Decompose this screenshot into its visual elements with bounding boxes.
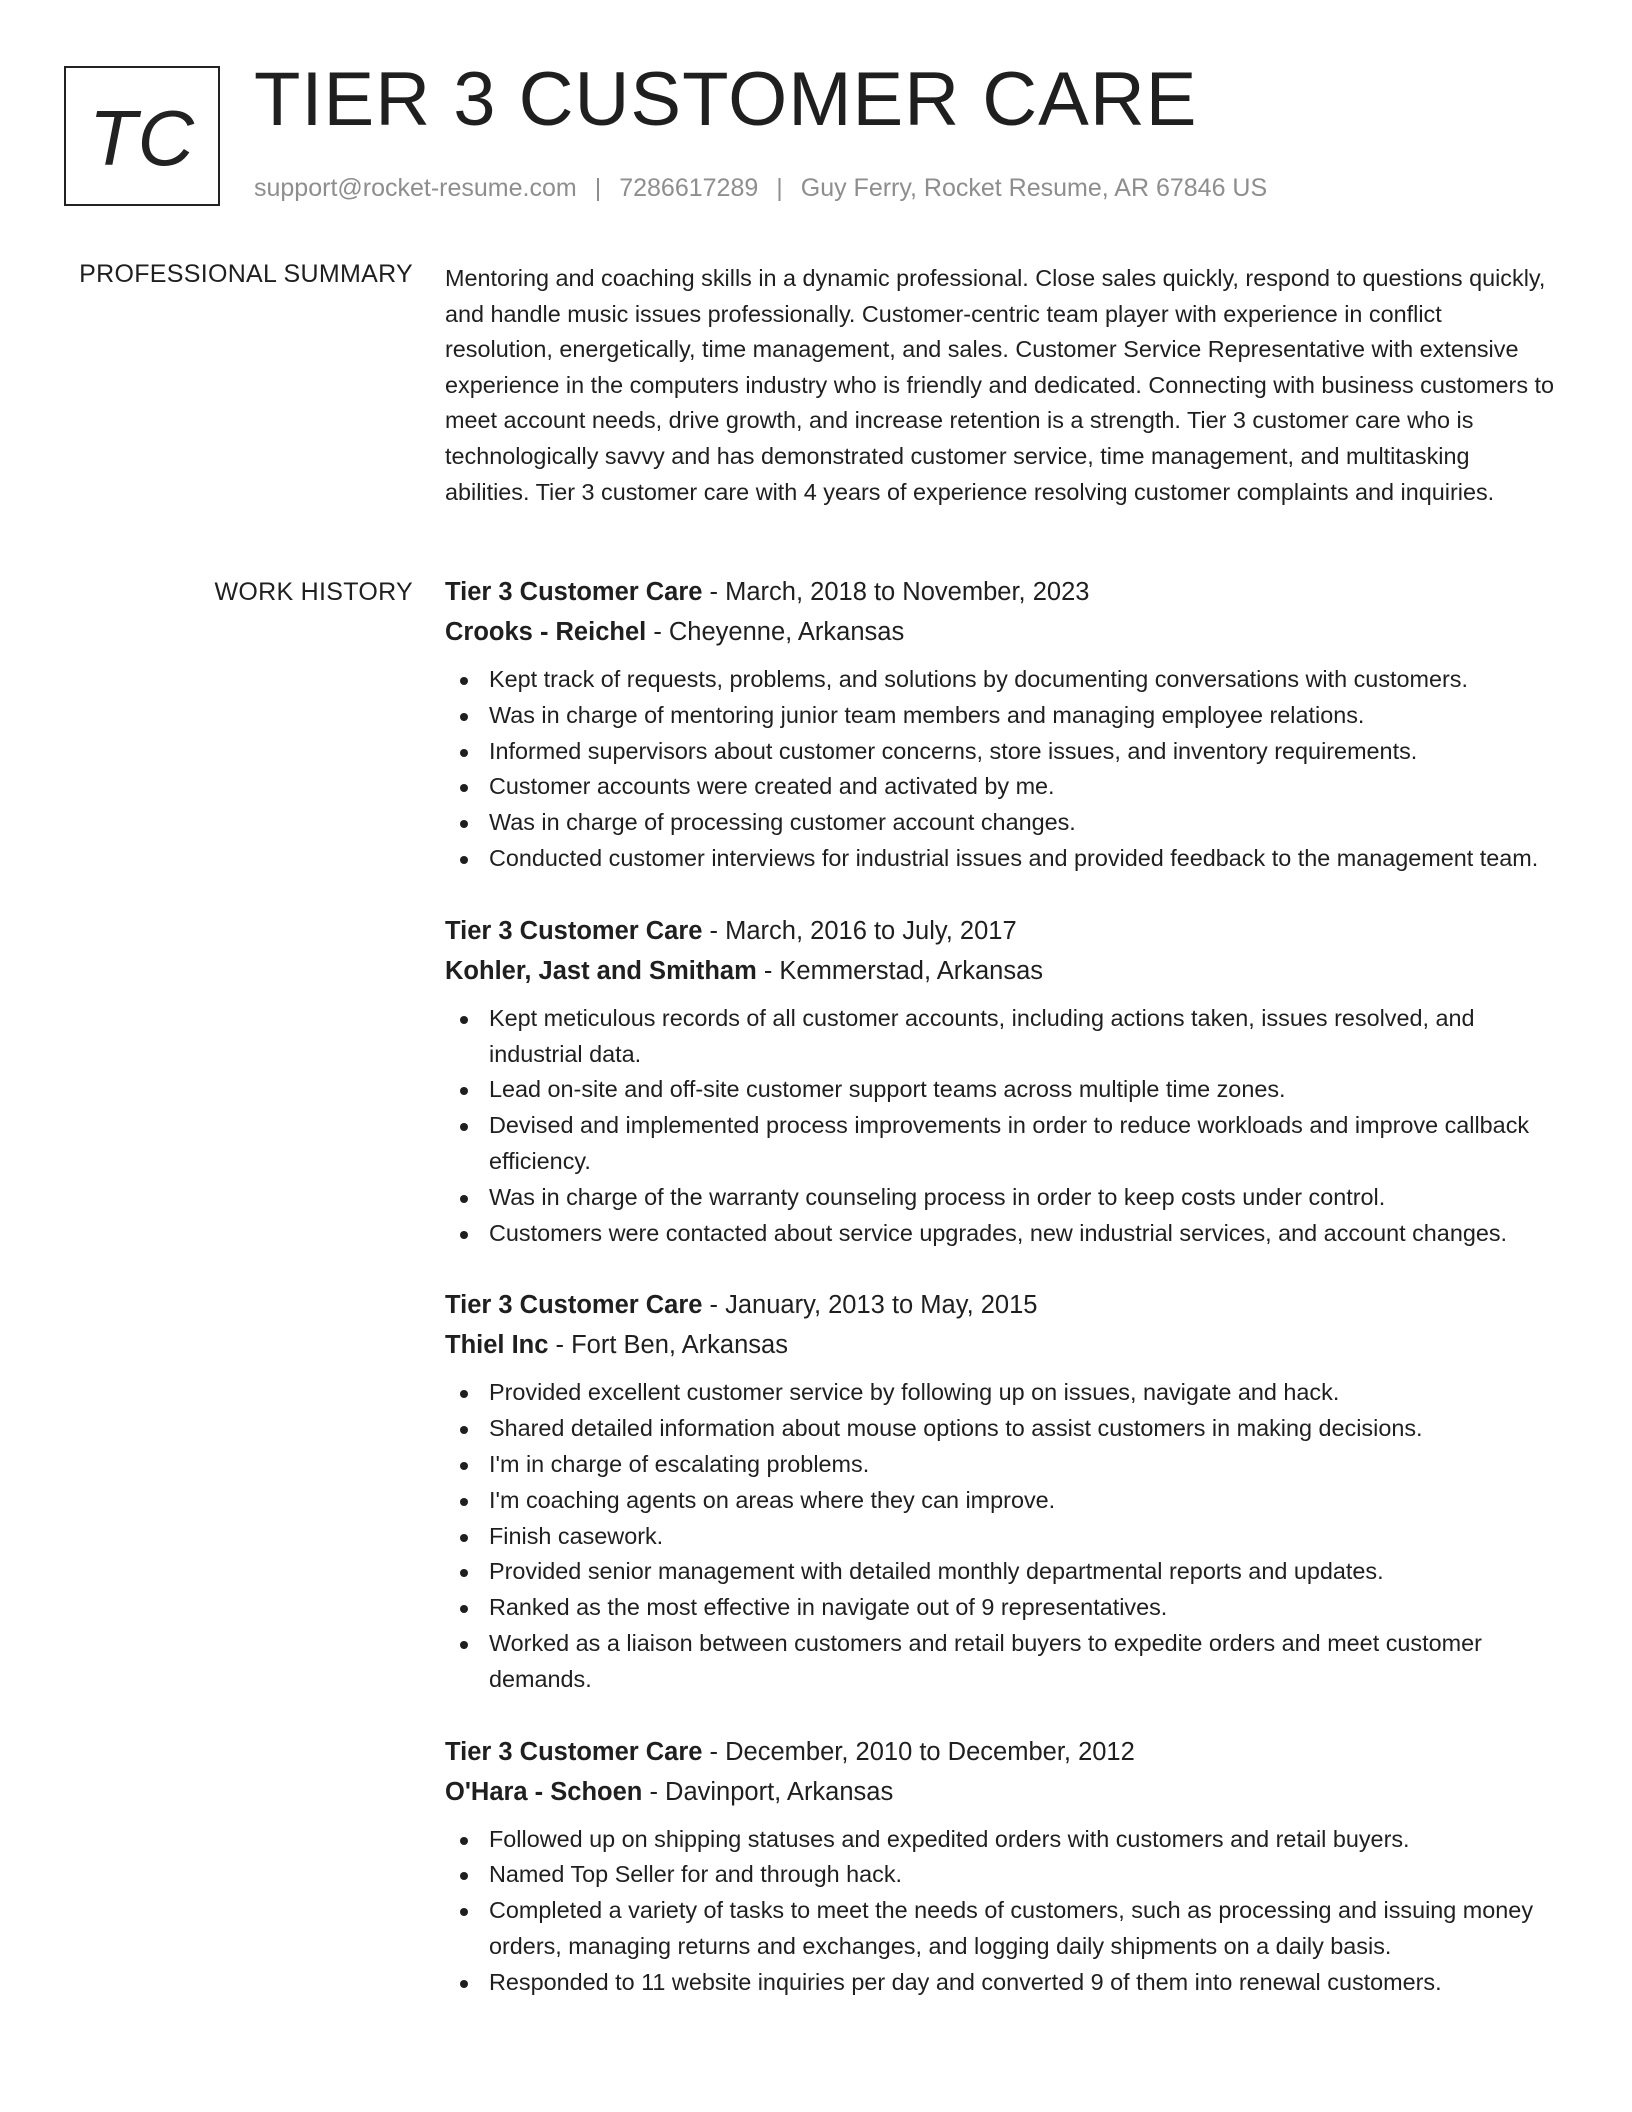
job-bullet: Was in charge of mentoring junior team members and managing employee relations.: [445, 698, 1555, 734]
job-location: - Cheyenne, Arkansas: [646, 618, 905, 646]
work-history-heading: WORK HISTORY: [214, 578, 413, 606]
contact-separator: |: [594, 174, 602, 202]
contact-email: support@rocket-resume.com: [254, 174, 577, 202]
job-dates: - January, 2013 to May, 2015: [702, 1291, 1038, 1320]
job-entry: [445, 1285, 1555, 1697]
job-bullet: Followed up on shipping statuses and expedited orders with customers and retail buyers.: [445, 1822, 1555, 1858]
summary-text: Mentoring and coaching skills in a dynamic professional. Close sales quickly, respond to questions quickly, and handle music issues professionally. Customer-centric team player with experience in conflict resolution, energetically, time management, and sales. Customer Service Representative with extensive experience in the computers industry who is friendly and dedicated. Connecting with business customers to meet account needs, drive growth, and increase retention is a strength. Tier 3 customer care who is technologically savvy and has demonstrated customer service, time management, and multitasking abilities. Tier 3 customer care with 4 years of experience resolving customer complaints and inquiries.: [445, 265, 1555, 505]
job-bullet: Was in charge of processing customer account changes.: [445, 805, 1555, 841]
job-bullet: Informed supervisors about customer concerns, store issues, and inventory requirements.: [445, 734, 1555, 770]
resume-title: TIER 3 CUSTOMER CARE: [254, 57, 1198, 142]
job-title-line: [445, 1285, 1555, 1325]
job-company-line: [445, 951, 1555, 991]
job-bullet: Customers were contacted about service upgrades, new industrial services, and account changes.: [445, 1216, 1555, 1252]
job-bullet: Conducted customer interviews for industrial issues and provided feedback to the management team.: [445, 841, 1555, 877]
initials-monogram: [64, 66, 220, 206]
job-entry: [445, 572, 1555, 877]
job-bullet: Completed a variety of tasks to meet the needs of customers, such as processing and issuing money orders, managing returns and exchanges, and logging daily shipments on a daily basis.: [445, 1893, 1555, 1965]
job-bullet: Was in charge of the warranty counseling process in order to keep costs under control.: [445, 1180, 1555, 1216]
initials-text: TC: [89, 93, 195, 182]
job-bullet: Provided excellent customer service by following up on issues, navigate and hack.: [445, 1375, 1555, 1411]
job-title: Tier 3 Customer Care: [445, 578, 703, 606]
job-title: Tier 3 Customer Care: [445, 916, 703, 945]
job-title-line: [445, 572, 1555, 612]
job-location: - Davinport, Arkansas: [642, 1777, 894, 1806]
job-bullet: Worked as a liaison between customers and retail buyers to expedite orders and meet customer demands.: [445, 1626, 1555, 1698]
job-company: Thiel Inc: [445, 1331, 549, 1360]
job-bullets: [445, 1822, 1555, 2001]
job-bullets: [445, 1375, 1555, 1697]
job-bullets: [445, 662, 1555, 877]
job-location: - Kemmerstad, Arkansas: [756, 956, 1044, 985]
job-bullet: Customer accounts were created and activated by me.: [445, 769, 1555, 805]
job-bullet: I'm in charge of escalating problems.: [445, 1447, 1555, 1483]
job-bullet: Finish casework.: [445, 1519, 1555, 1555]
job-company-line: [445, 1772, 1555, 1812]
job-bullet: Responded to 11 website inquiries per day and converted 9 of them into renewal customers.: [445, 1965, 1555, 2001]
summary-heading: PROFESSIONAL SUMMARY: [79, 260, 413, 288]
work-history-body: [445, 572, 1555, 2035]
job-entry: [445, 1732, 1555, 2001]
contact-phone: 7286617289: [619, 174, 759, 202]
job-bullet: Kept track of requests, problems, and solutions by documenting conversations with customers.: [445, 662, 1555, 698]
job-bullets: [445, 1001, 1555, 1252]
contact-address: Guy Ferry, Rocket Resume, AR 67846 US: [800, 174, 1268, 202]
job-company: Kohler, Jast and Smitham: [445, 956, 757, 985]
job-dates: - December, 2010 to December, 2012: [702, 1737, 1135, 1766]
job-bullet: Devised and implemented process improvements in order to reduce workloads and improve callback efficiency.: [445, 1108, 1555, 1180]
job-entry: [445, 911, 1555, 1252]
contact-separator: |: [776, 174, 783, 202]
job-dates: - March, 2016 to July, 2017: [702, 916, 1017, 945]
job-bullet: Kept meticulous records of all customer accounts, including actions taken, issues resolved, and industrial data.: [445, 1001, 1555, 1073]
job-title-line: [445, 1732, 1555, 1772]
job-bullet: Lead on-site and off-site customer support teams across multiple time zones.: [445, 1072, 1555, 1108]
job-title: Tier 3 Customer Care: [445, 1737, 703, 1766]
job-location: - Fort Ben, Arkansas: [548, 1331, 788, 1360]
job-bullet: Named Top Seller for and through hack.: [445, 1857, 1555, 1893]
summary-body: [445, 261, 1555, 510]
job-bullet: I'm coaching agents on areas where they can improve.: [445, 1483, 1555, 1519]
job-company: Crooks - Reichel: [445, 618, 647, 646]
job-company-line: [445, 612, 1555, 652]
job-company-line: [445, 1325, 1555, 1365]
job-company: O'Hara - Schoen: [445, 1777, 643, 1806]
contact-line: [254, 174, 1267, 203]
job-dates: - March, 2018 to November, 2023: [702, 578, 1090, 606]
job-bullet: Shared detailed information about mouse options to assist customers in making decisions.: [445, 1411, 1555, 1447]
job-title-line: [445, 911, 1555, 951]
job-bullet: Ranked as the most effective in navigate out of 9 representatives.: [445, 1590, 1555, 1626]
job-bullet: Provided senior management with detailed monthly departmental reports and updates.: [445, 1554, 1555, 1590]
job-title: Tier 3 Customer Care: [445, 1291, 703, 1320]
